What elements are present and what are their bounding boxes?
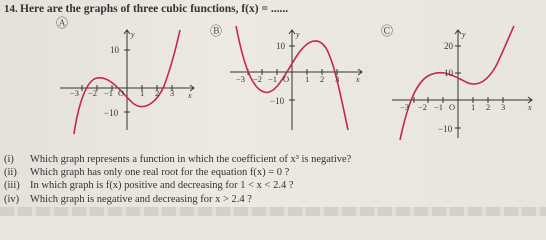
graph-c-x-tick: O bbox=[449, 102, 456, 112]
sub-question-text: In which graph is f(x) positive and decreasing for 1 < x < 2.4 ? bbox=[30, 180, 294, 192]
graph-c-y-tick-10: 10 bbox=[444, 68, 453, 78]
sub-question bbox=[4, 153, 351, 166]
sub-question-text: Which graph represents a function in which the coefficient of x³ is negative? bbox=[30, 154, 352, 165]
graph-a-label: Ⓐ bbox=[56, 16, 69, 30]
sub-question-number: (i) bbox=[4, 154, 14, 165]
graph-b bbox=[230, 26, 370, 136]
graph-b-y-tick-neg10: −10 bbox=[270, 96, 285, 106]
sub-question bbox=[4, 166, 351, 179]
sub-question-number: (ii) bbox=[4, 167, 17, 179]
sub-question-number: (iv) bbox=[4, 193, 20, 205]
graph-a-y-tick-neg10: −10 bbox=[104, 108, 119, 118]
graph-c-x-tick: −3 bbox=[400, 102, 410, 112]
graph-c-x-axis-label: x bbox=[528, 103, 532, 112]
graph-b-x-tick: −2 bbox=[253, 74, 263, 84]
page-bottom-edge bbox=[0, 207, 546, 216]
graph-a-y-axis-label: y bbox=[131, 30, 135, 39]
graph-c-x-tick: −2 bbox=[418, 102, 428, 112]
graph-b-y-tick-10: 10 bbox=[276, 41, 285, 51]
graph-c-x-tick: 3 bbox=[501, 102, 506, 112]
graph-c-curve bbox=[400, 26, 514, 140]
sub-question bbox=[4, 179, 351, 192]
graph-b-x-tick: 1 bbox=[305, 74, 310, 84]
question-number: 14. bbox=[4, 3, 18, 15]
graph-c-label: Ⓒ bbox=[381, 24, 394, 38]
graph-c-y-tick-20: 20 bbox=[444, 41, 453, 51]
graph-a-x-tick: −2 bbox=[88, 88, 98, 98]
graph-c bbox=[392, 26, 542, 146]
graph-a-x-tick: 3 bbox=[170, 88, 175, 98]
graph-b-x-tick: −1 bbox=[268, 74, 278, 84]
graph-c-y-tick-neg10: −10 bbox=[438, 124, 453, 134]
graph-a-x-tick: −3 bbox=[70, 88, 80, 98]
sub-question-text: Which graph is negative and decreasing for x > 2.4 ? bbox=[30, 193, 252, 205]
graph-b-x-axis-label: x bbox=[356, 75, 360, 84]
graph-b-x-tick: O bbox=[283, 74, 290, 84]
sub-question-number: (iii) bbox=[4, 180, 20, 192]
graph-a bbox=[60, 26, 200, 136]
graph-a-x-tick: 1 bbox=[140, 88, 145, 98]
graph-c-x-tick: 1 bbox=[471, 102, 476, 112]
sub-question bbox=[4, 193, 351, 206]
graph-c-y-axis-label: y bbox=[462, 30, 466, 39]
graph-b-x-tick: 3 bbox=[335, 74, 340, 84]
graph-a-x-tick: 2 bbox=[155, 88, 160, 98]
graph-b-y-axis-label: y bbox=[296, 30, 300, 39]
graph-a-x-tick: O bbox=[118, 88, 125, 98]
graph-b-x-tick: −3 bbox=[236, 74, 246, 84]
graph-c-x-tick: 2 bbox=[486, 102, 491, 112]
graph-a-y-tick-10: 10 bbox=[110, 45, 119, 55]
graph-b-label: Ⓑ bbox=[210, 24, 223, 38]
question-title: Here are the graphs of three cubic functions, f(x) = ...... bbox=[20, 3, 289, 15]
graph-b-x-tick: 2 bbox=[320, 74, 325, 84]
sub-questions bbox=[4, 153, 351, 206]
graph-a-x-axis-label: x bbox=[188, 91, 192, 100]
graph-c-x-tick: −1 bbox=[434, 102, 444, 112]
graph-a-x-tick: −1 bbox=[104, 88, 114, 98]
sub-question-text: Which graph has only one real root for the equation f(x) = 0 ? bbox=[30, 167, 290, 179]
